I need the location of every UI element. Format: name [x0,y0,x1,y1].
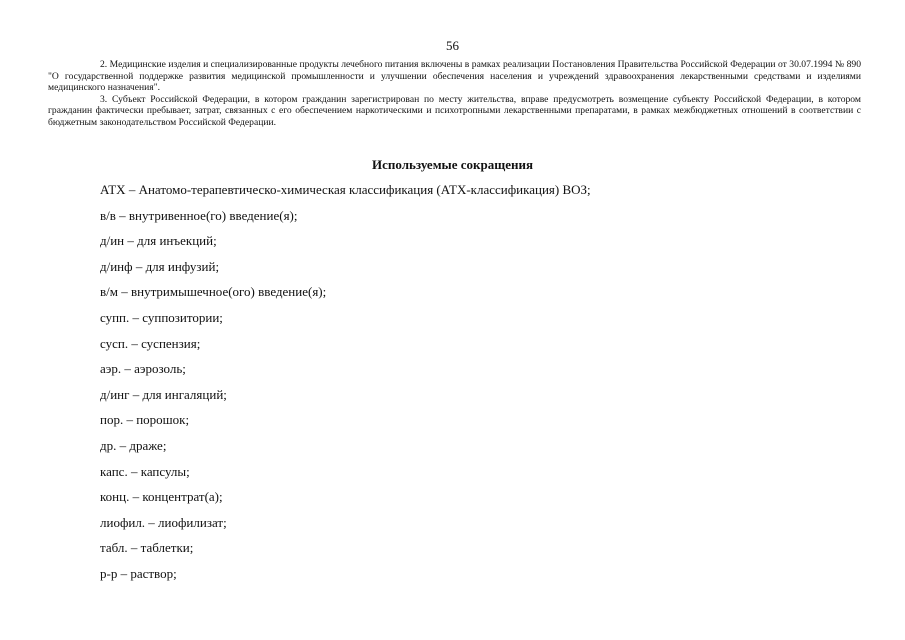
abbreviation-concentrate: конц. – концентрат(а); [100,489,223,505]
footnote-2: 2. Медицинские изделия и специализированные продукты лечебного питания включены в рамках реализации Постановления Правительства Российской Федерации от 30.07.1994 № 890 "О государственной поддержке развития медицинской промышленности и улучшении обеспечения населения и учреждений здравоохранения лекарственными средствами и изделиями медицинского назначения". [48,59,861,93]
footnote-3: 3. Субъект Российской Федерации, в котором гражданин зарегистрирован по месту жительства, вправе предусмотреть возмещение субъекту Российской Федерации, в котором гражданин фактически пребывает, затрат, связанных с его обеспечением наркотическими и психотропными лекарственными препаратами, в рамках межбюджетных отношений в соответствии с бюджетным законодательством Российской Федерации. [48,93,861,128]
abbreviation-capsules: капс. – капсулы; [100,463,190,479]
abbreviation-lyophilizate: лиофил. – лиофилизат; [100,514,227,530]
abbreviation-dragee: др. – драже; [100,437,167,453]
abbreviations-heading: Используемые сокращения [372,157,533,172]
abbreviation-injection: д/ин – для инъекций; [100,233,217,249]
abbreviation-solution: р-р – раствор; [100,565,177,581]
abbreviation-infusion: д/инф – для инфузий; [100,258,220,274]
abbreviation-suspension: сусп. – суспензия; [100,335,201,351]
abbreviations-list [100,182,591,592]
footnotes [48,59,861,128]
page-number: 56 [446,38,459,53]
abbreviation-suppository: супп. – суппозитории; [100,309,223,325]
abbreviation-powder: пор. – порошок; [100,412,190,428]
abbreviation-aerosol: аэр. – аэрозоль; [100,361,186,377]
abbreviation-tablets: табл. – таблетки; [100,540,194,556]
abbreviation-atx: АТХ – Анатомо-терапевтическо-химическая классификация (АТХ-классификация) ВОЗ; [100,182,591,197]
abbreviation-iv: в/в – внутривенное(го) введение(я); [100,207,298,223]
abbreviation-inhalation: д/инг – для ингаляций; [100,386,227,402]
abbreviation-im: в/м – внутримышечное(ого) введение(я); [100,284,327,300]
